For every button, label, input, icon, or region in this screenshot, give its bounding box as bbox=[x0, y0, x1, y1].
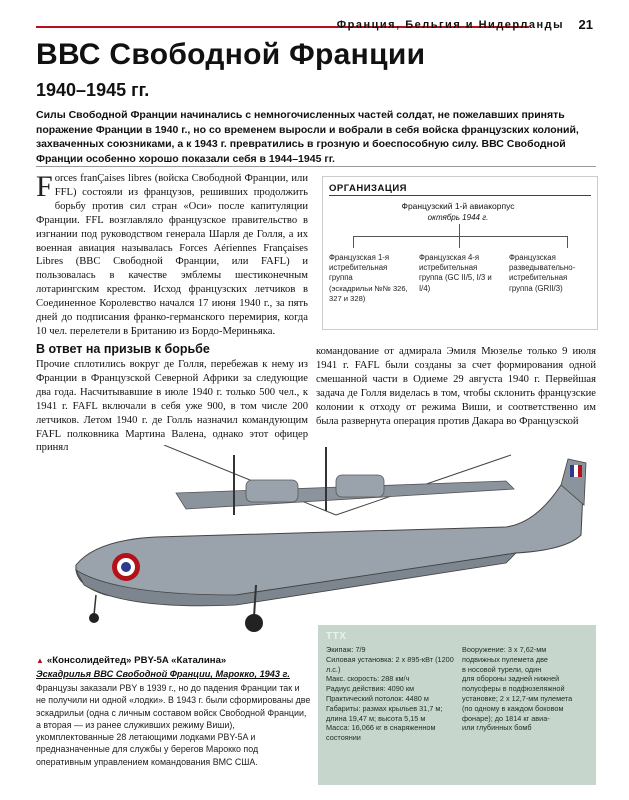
org-leaf-3 bbox=[509, 253, 591, 294]
spec-line: в носовой турели, один bbox=[462, 664, 542, 674]
roundel-inner bbox=[121, 562, 131, 572]
tail-flag-blue bbox=[570, 465, 574, 477]
org-connector-right bbox=[567, 236, 568, 248]
org-connector-left bbox=[353, 236, 354, 248]
intro-paragraph: Силы Свободной Франции начинались с немногочисленных частей солдат, не пожелавших принять поражение Франции в 1940 г., но со временем выросли и вобрали в себя войска французских колоний, захваченных союзниками, а к 1943 г. превратились в грозную и боеспособную силу. ВВС Свободной Франции особенно хорошо показали себя в 1944–1945 гг. bbox=[36, 109, 579, 165]
specifications-box bbox=[318, 625, 596, 785]
caption-subtitle: Эскадрилья ВВС Свободной Франции, Марокко, 1943 г. bbox=[36, 669, 290, 679]
org-leaf-2-label: Французская 4-я истребительная группа (GC II/5, I/3 и I/4) bbox=[419, 253, 492, 293]
specifications-left bbox=[326, 645, 454, 743]
org-connector-middle bbox=[459, 236, 460, 248]
nose-wheel bbox=[89, 613, 99, 623]
caption-title bbox=[36, 655, 311, 666]
org-leaf-2 bbox=[419, 253, 499, 294]
spec-line: Экипаж: 7/9 bbox=[326, 645, 366, 654]
spec-line: Радиус действия: 4090 км bbox=[326, 684, 415, 694]
engine-right bbox=[336, 475, 384, 497]
drop-cap: F bbox=[36, 170, 53, 203]
running-header bbox=[0, 10, 629, 32]
org-leaf-1-label: Французская 1-я истребительная группа bbox=[329, 253, 390, 283]
spec-line: Габариты: размах крыльев 31,7 м; длина 19,47 м; высота 5,15 м bbox=[326, 703, 443, 723]
sub-heading: В ответ на призыв к борьбе bbox=[36, 342, 210, 356]
org-connector-vertical bbox=[459, 224, 460, 236]
specifications-right bbox=[462, 645, 590, 733]
org-leaf-1 bbox=[329, 253, 409, 304]
page-title: ВВС Свободной Франции bbox=[36, 38, 426, 71]
section-title: Франция, Бельгия и Нидерланды bbox=[336, 19, 564, 31]
body-column-1 bbox=[36, 172, 308, 339]
spec-line: Макс. скорость: 288 км/ч bbox=[326, 674, 410, 684]
spec-line: Практический потолок: 4480 м bbox=[326, 693, 429, 703]
spec-line: (по одному в каждом боковом bbox=[462, 703, 564, 713]
spec-line: установке; 2 х 12,7-мм пулемета bbox=[462, 693, 573, 703]
triangle-icon: ▲ bbox=[36, 656, 44, 665]
engine-left bbox=[246, 480, 298, 502]
illustration-caption bbox=[36, 655, 311, 768]
org-top-label: Французский 1-й авиакорпус bbox=[401, 201, 515, 211]
spec-line: для обороны задней нижней bbox=[462, 674, 560, 684]
spec-line: фонаре); до 1814 кг авиа- bbox=[462, 713, 550, 723]
caption-text: Французы заказали PBY в 1939 г., но до падения Франции так и не получили ни одной «лодки». В 1943 г. были сформированы две эскадрильи (одна с личным составом войск Свободной Франции, а вторая — из ранее служивших режиму Виши), укомплектованные 28 летающими лодками PBY-5A и предназначенные для службы у берегов Марокко под оперативным управлением командования ВМС США. bbox=[36, 683, 311, 767]
wheel bbox=[245, 614, 263, 632]
catalina-aircraft-drawing bbox=[36, 445, 596, 640]
page-number: 21 bbox=[578, 17, 593, 32]
spec-line: или глубинных бомб bbox=[462, 723, 532, 733]
caption-title-text: «Консолидейтед» PBY-5A «Каталина» bbox=[46, 655, 227, 666]
tail-flag-red bbox=[578, 465, 582, 477]
org-top-node bbox=[383, 201, 533, 223]
org-top-date: октябрь 1944 г. bbox=[427, 213, 489, 222]
specifications-heading: ТТХ bbox=[326, 631, 347, 642]
spec-line: Вооружение: 3 х 7,62-мм bbox=[462, 645, 547, 654]
aircraft-illustration bbox=[36, 445, 596, 640]
org-connector-horizontal bbox=[353, 236, 567, 237]
org-leaf-1-extra: (эскадрильи №№ 326, 327 и 328) bbox=[329, 283, 408, 303]
spec-line: полусферы в подфюзеляжной bbox=[462, 684, 565, 694]
body-column-2b: командование от адмирала Эмиля Мюзелье только 9 июля 1941 г. FAFL были созданы за счет формирования одной смешанной части в Одиеме 29 августа 1940 г. Первейшая задача де Голля виделась в том, чтобы склонить французские колонии к отходу от режима Виши, и соответственно им была развернута операция против Дакара во Французской bbox=[316, 346, 596, 427]
spec-line: Силовая установка: 2 х 895-кВт (1200 л.с.) bbox=[326, 654, 454, 674]
spec-line: подвижных пулемета две bbox=[462, 654, 548, 664]
body-column-1-text: orces franÇaises libres (войска Свободной Франции, или FFL) состояли из французов, решивших продолжить борьбу против сил стран «Оси» после капитуляции Франции. FFL возглавляло французское правительство в изгнании под руководством генерала Шарля де Голля, а их военная авиация называлась Forces Aériennes Françaises Libres (ВВС Свободной Франции, или FAFL) и пользовалась в качестве эмблемы шестиконечным лотарингским крестом. Исход французских летчиков в Соединенное Королевство начался 17 июня 1940 г., за пять дней до подписания франко-германского перемирия, когда 10 чел. перелетели в Британию из Бордо-Мериньяка. bbox=[36, 173, 308, 337]
organization-heading: ОРГАНИЗАЦИЯ bbox=[329, 183, 407, 194]
organization-rule bbox=[329, 195, 591, 196]
page-subtitle: 1940–1945 гг. bbox=[36, 80, 150, 100]
org-leaf-3-label: Французская разведывательно-истребительная группа (GRII/3) bbox=[509, 253, 576, 293]
spec-line: Масса: 16,066 кг в снаряженном состоянии bbox=[326, 723, 436, 743]
organization-box bbox=[322, 176, 598, 330]
body-column-1b: Прочие сплотились вокруг де Голля, перебежав к нему из Франции в Французской Северной Африки за следующие два года. Насчитывавшие в июле 1940 г. только 500 чел., к 1941 г. FAFL включали в себя уже 900, в том числе 200 летчиков. Летом 1940 г. де Голль назначил командующим FAFL полковника Мартина Валена, однако этот офицер принял bbox=[36, 359, 308, 454]
intro-divider bbox=[36, 166, 596, 167]
